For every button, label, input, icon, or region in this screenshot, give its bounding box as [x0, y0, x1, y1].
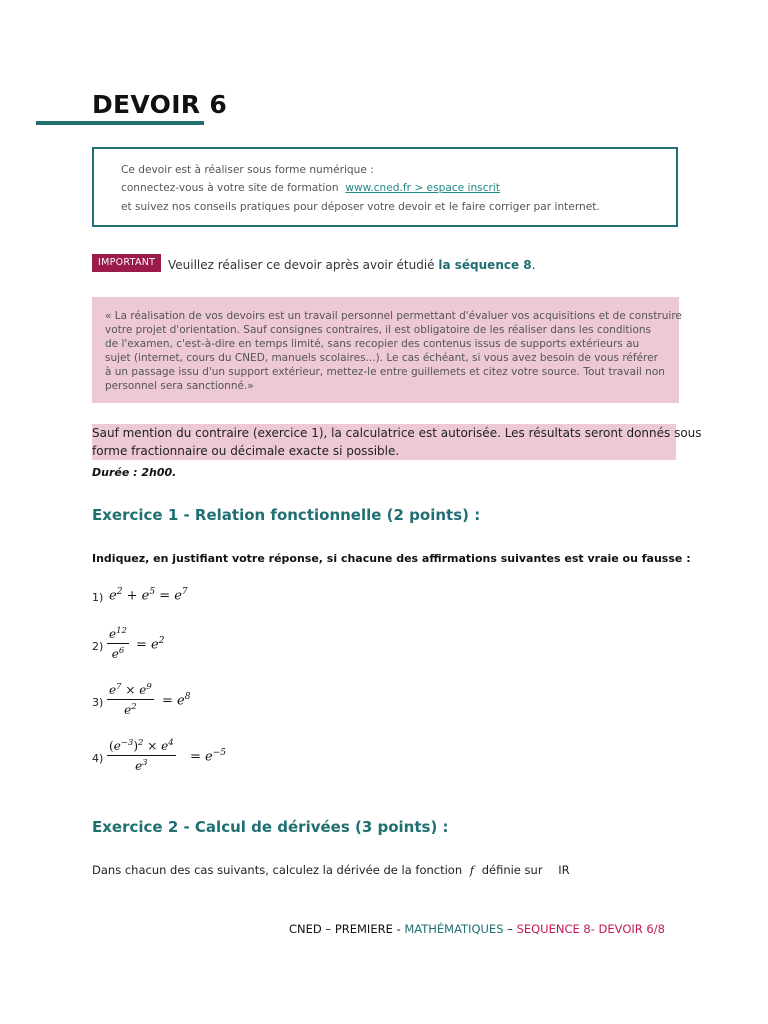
- question-number: 1): [92, 591, 104, 604]
- important-text: [168, 258, 535, 272]
- exercise-2-title: Exercice 2 - Calcul de dérivées (3 points) :: [92, 818, 449, 836]
- notice-line: à un passage issu d'un support extérieur, mettez-le entre guillemets et citez votre source. Tout travail non: [105, 366, 665, 378]
- title-underline: [36, 121, 204, 125]
- info-line-2: [121, 182, 500, 194]
- exercise-2-text-middle: définie sur: [481, 863, 543, 877]
- important-sequence: la séquence 8: [438, 258, 532, 272]
- calculator-note-line-2: forme fractionnaire ou décimale exacte si possible.: [92, 442, 676, 460]
- real-numbers-symbol: IR: [558, 863, 570, 877]
- equation-4-fraction: $\frac{(e^{-3})^2 \times e^4}{e^3}$: [109, 738, 174, 773]
- calculator-note-line-1: Sauf mention du contraire (exercice 1), la calculatrice est autorisée. Les résultats seront donnés sous: [92, 426, 702, 440]
- important-suffix: .: [531, 258, 536, 272]
- exercise-1-instruction: Indiquez, en justifiant votre réponse, si chacune des affirmations suivantes est vraie ou fausse :: [92, 552, 691, 565]
- page-title: DEVOIR 6: [92, 90, 228, 119]
- exercise-2-text-prefix: Dans chacun des cas suivants, calculez la dérivée de la fonction: [92, 863, 463, 877]
- equation-4-rhs: = $e^{-5}$: [190, 748, 227, 765]
- notice-line: « La réalisation de vos devoirs est un travail personnel permettant d'évaluer vos acquisitions et de construire: [105, 310, 682, 322]
- important-badge: IMPORTANT: [92, 254, 161, 272]
- notice-line: de l'examen, c'est-à-dire en temps limité, sans recopier des contenus issus de supports extérieurs au: [105, 338, 640, 350]
- footer-cned: CNED – PREMIERE -: [289, 922, 405, 936]
- academic-integrity-notice: [92, 297, 682, 403]
- submission-info-box: [92, 147, 678, 227]
- question-number: 2): [92, 640, 104, 653]
- question-number: 4): [92, 752, 104, 765]
- function-name: f: [469, 863, 475, 877]
- exercise-1-title: Exercice 1 - Relation fonctionnelle (2 points) :: [92, 506, 481, 524]
- notice-line: votre projet d'orientation. Sauf consignes contraires, il est obligatoire de les réaliser dans les conditions: [105, 324, 651, 336]
- info-line-2-prefix: connectez-vous à votre site de formation: [121, 182, 339, 194]
- footer-subject: MATHÉMATIQUES: [404, 922, 504, 936]
- equation-3-fraction: $\frac{e^7 \times e^9}{e^2}$: [109, 682, 152, 717]
- page-footer: [289, 922, 665, 936]
- notice-line: personnel sera sanctionné.»: [105, 380, 254, 392]
- footer-sequence: SEQUENCE 8- DEVOIR 6/8: [516, 922, 665, 936]
- info-line-3: et suivez nos conseils pratiques pour déposer votre devoir et le faire corriger par internet.: [121, 201, 600, 213]
- equation-2-fraction: $\frac{e^{12}}{e^6}$: [109, 626, 127, 661]
- equation-3-rhs: = $e^8$: [162, 692, 191, 709]
- footer-separator: –: [503, 922, 517, 936]
- important-prefix: Veuillez réaliser ce devoir après avoir étudié: [168, 258, 435, 272]
- equation-1: $e^2 + e^5 = e^7$: [109, 587, 188, 604]
- question-number: 3): [92, 696, 104, 709]
- equation-2-rhs: = $e^2$: [136, 636, 165, 653]
- duration-text: Durée : 2h00.: [92, 466, 177, 479]
- cned-link[interactable]: www.cned.fr > espace inscrit: [345, 182, 500, 194]
- exercise-2-instruction: [92, 863, 570, 877]
- notice-line: sujet (internet, cours du CNED, manuels scolaires...). Le cas échéant, si vous avez besoin de vous référer: [105, 352, 658, 364]
- info-line-1: Ce devoir est à réaliser sous forme numérique :: [121, 164, 374, 176]
